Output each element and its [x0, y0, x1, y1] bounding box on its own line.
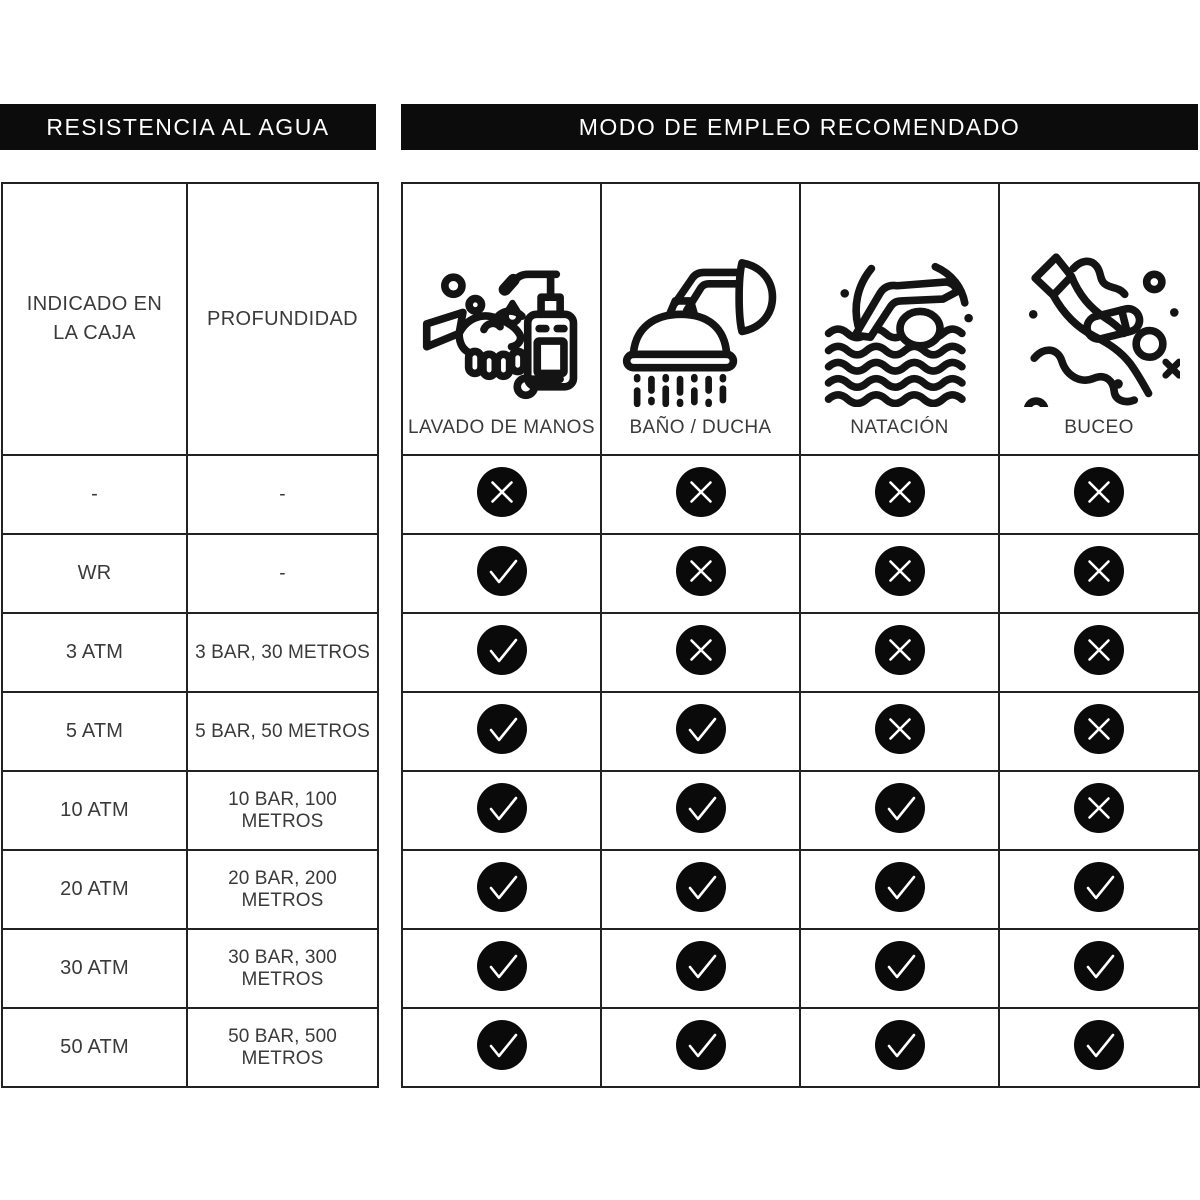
check-icon: [874, 782, 926, 834]
cross-icon: [675, 545, 727, 597]
check-icon: [675, 703, 727, 755]
mark: [675, 703, 727, 755]
cross-icon: [1073, 703, 1125, 755]
check-icon: [675, 782, 727, 834]
mark: [1073, 940, 1125, 992]
water-resistance-table: [1, 182, 379, 1088]
mark: [1073, 466, 1125, 518]
table-row: [2, 692, 378, 771]
mark: [874, 861, 926, 913]
profundidad-value: -: [187, 534, 378, 613]
check-icon: [874, 1019, 926, 1071]
check-icon: [675, 1019, 727, 1071]
col-header-ducha: [601, 183, 800, 455]
cross-icon: [1073, 624, 1125, 676]
mark-cell: [402, 850, 601, 929]
mark: [874, 940, 926, 992]
table-row: [2, 850, 378, 929]
mark: [675, 861, 727, 913]
check-icon: [874, 861, 926, 913]
mark-cell: [402, 692, 601, 771]
check-icon: [476, 782, 528, 834]
mark-cell: [402, 1008, 601, 1087]
table-row: [402, 1008, 1199, 1087]
check-icon: [476, 703, 528, 755]
caja-value: 20 ATM: [2, 850, 187, 929]
cross-icon: [476, 466, 528, 518]
col-label: BUCEO: [1064, 417, 1134, 438]
mark: [476, 466, 528, 518]
diving-icon: [1018, 235, 1180, 407]
col-label: LAVADO DE MANOS: [408, 417, 595, 438]
check-icon: [1073, 861, 1125, 913]
mark: [675, 1019, 727, 1071]
mark-cell: [402, 613, 601, 692]
mark-cell: [601, 929, 800, 1008]
check-icon: [1073, 1019, 1125, 1071]
check-icon: [675, 861, 727, 913]
mark-cell: [601, 850, 800, 929]
table-row: [402, 455, 1199, 534]
cross-icon: [675, 624, 727, 676]
mark-cell: [800, 850, 999, 929]
mark-cell: [601, 1008, 800, 1087]
profundidad-value: -: [187, 455, 378, 534]
col-header-lavado: [402, 183, 601, 455]
usage-table: [401, 182, 1200, 1088]
caja-value: -: [2, 455, 187, 534]
mark: [1073, 545, 1125, 597]
mark-cell: [999, 1008, 1199, 1087]
mark-cell: [800, 1008, 999, 1087]
check-icon: [874, 940, 926, 992]
mark-cell: [800, 534, 999, 613]
col-label: BAÑO / DUCHA: [629, 417, 772, 438]
mark-cell: [800, 613, 999, 692]
cross-icon: [1073, 466, 1125, 518]
mark: [874, 466, 926, 518]
mark: [874, 703, 926, 755]
handwash-icon: [421, 235, 583, 407]
cross-icon: [675, 466, 727, 518]
profundidad-value: 5 BAR, 50 METROS: [187, 692, 378, 771]
cross-icon: [874, 703, 926, 755]
check-icon: [1073, 940, 1125, 992]
mark: [476, 940, 528, 992]
mark-cell: [999, 692, 1199, 771]
mark: [476, 545, 528, 597]
col-header-buceo: [999, 183, 1199, 455]
table-row: [2, 455, 378, 534]
profundidad-value: 3 BAR, 30 METROS: [187, 613, 378, 692]
mark-cell: [601, 613, 800, 692]
mark-cell: [402, 771, 601, 850]
mark: [874, 624, 926, 676]
mark: [1073, 861, 1125, 913]
mark-cell: [999, 771, 1199, 850]
usage-title: MODO DE EMPLEO RECOMENDADO: [578, 113, 1021, 140]
mark: [675, 782, 727, 834]
mark-cell: [800, 929, 999, 1008]
shower-icon: [620, 235, 782, 407]
usage-header-bar: [401, 104, 1198, 150]
mark: [675, 466, 727, 518]
check-icon: [476, 545, 528, 597]
mark-cell: [800, 692, 999, 771]
mark: [1073, 624, 1125, 676]
mark: [675, 940, 727, 992]
cross-icon: [1073, 545, 1125, 597]
table-row: [2, 929, 378, 1008]
check-icon: [476, 861, 528, 913]
table-row: [402, 534, 1199, 613]
table-header-row: [2, 183, 378, 455]
profundidad-value: 30 BAR, 300 METROS: [187, 929, 378, 1008]
table-row: [402, 929, 1199, 1008]
table-row: [402, 850, 1199, 929]
col-header-caja: INDICADO EN LA CAJA: [2, 183, 187, 455]
mark: [476, 782, 528, 834]
caja-value: 50 ATM: [2, 1008, 187, 1087]
mark-cell: [999, 455, 1199, 534]
mark-cell: [999, 929, 1199, 1008]
check-icon: [476, 624, 528, 676]
profundidad-value: 10 BAR, 100 METROS: [187, 771, 378, 850]
profundidad-value: 20 BAR, 200 METROS: [187, 850, 378, 929]
table-row: [2, 771, 378, 850]
mark-cell: [402, 929, 601, 1008]
mark-cell: [601, 455, 800, 534]
table-row: [402, 692, 1199, 771]
profundidad-value: 50 BAR, 500 METROS: [187, 1008, 378, 1087]
table-row: [2, 534, 378, 613]
caja-value: WR: [2, 534, 187, 613]
caja-value: 10 ATM: [2, 771, 187, 850]
mark-cell: [601, 534, 800, 613]
cross-icon: [874, 466, 926, 518]
table-row: [402, 613, 1199, 692]
mark: [675, 545, 727, 597]
swimming-icon: [819, 235, 981, 407]
water-resistance-header-bar: [0, 104, 376, 150]
check-icon: [476, 940, 528, 992]
mark: [1073, 782, 1125, 834]
check-icon: [675, 940, 727, 992]
table-row: [2, 1008, 378, 1087]
mark: [874, 1019, 926, 1071]
mark-cell: [800, 455, 999, 534]
mark-cell: [999, 613, 1199, 692]
mark-cell: [601, 771, 800, 850]
col-label: NATACIÓN: [850, 417, 949, 438]
mark: [476, 703, 528, 755]
mark: [476, 624, 528, 676]
check-icon: [476, 1019, 528, 1071]
mark: [476, 1019, 528, 1071]
mark-cell: [402, 534, 601, 613]
mark-cell: [999, 850, 1199, 929]
col-header-profundidad: PROFUNDIDAD: [187, 183, 378, 455]
mark-cell: [999, 534, 1199, 613]
col-header-natacion: [800, 183, 999, 455]
caja-value: 30 ATM: [2, 929, 187, 1008]
water-resistance-title: RESISTENCIA AL AGUA: [46, 113, 330, 140]
mark: [874, 782, 926, 834]
table-header-row: [402, 183, 1199, 455]
caja-value: 3 ATM: [2, 613, 187, 692]
caja-value: 5 ATM: [2, 692, 187, 771]
mark: [675, 624, 727, 676]
mark: [1073, 703, 1125, 755]
cross-icon: [874, 624, 926, 676]
mark-cell: [402, 455, 601, 534]
mark-cell: [601, 692, 800, 771]
table-row: [402, 771, 1199, 850]
table-row: [2, 613, 378, 692]
mark: [1073, 1019, 1125, 1071]
mark-cell: [800, 771, 999, 850]
cross-icon: [1073, 782, 1125, 834]
mark: [476, 861, 528, 913]
mark: [874, 545, 926, 597]
cross-icon: [874, 545, 926, 597]
